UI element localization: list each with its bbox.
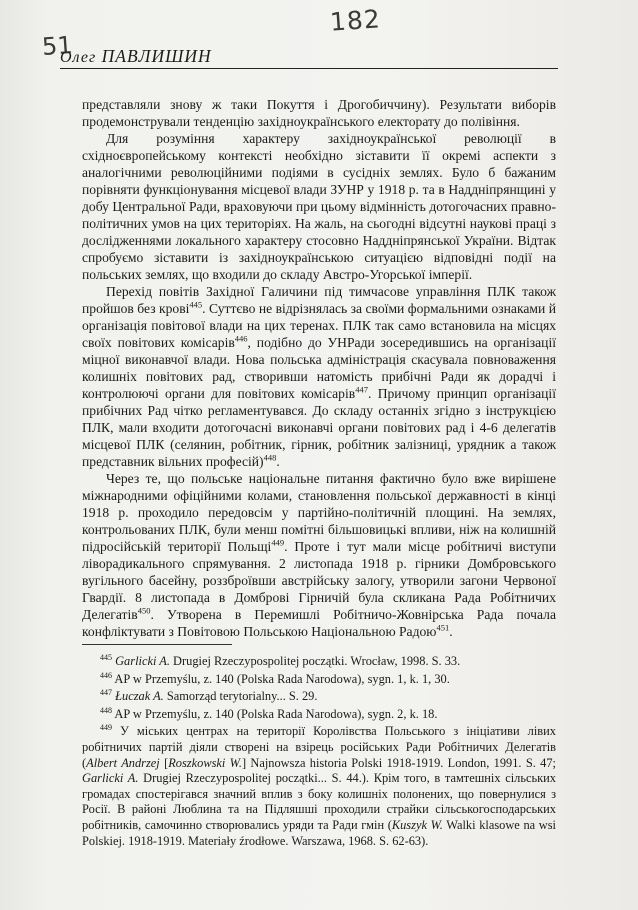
footnote-text: Drugiej Rzeczypospolitej początki. Wrocław, 1998. S. 33. [169,654,461,668]
footnote-text: AP w Przemyślu, z. 140 (Polska Rada Narodowa), sygn. 1, k. 1, 30. [114,671,450,686]
handwritten-margin-number: 51 [41,30,74,62]
paragraph-2: Для розуміння характеру західноукраїнської революції в східноєвропейському контексті необхідно зіставити її окремі аспекти з аналогічними революційними подіями в сусідніх землях. Було б бажаним порівняти функціонування місцевої влади ЗУНР у 1918 р. та в Наддніпрянщині у добу Центральної Ради, враховуючи при цьому відмінність дотогочасних правно-політичних умов на цих територіях. На жаль, на сьогодні відсутні наукові праці з дослідженнями локального характеру стосовно Наддніпрянської України. Відтак спробуємо зіставити із західноукраїнською ситуацією відповідні події на польських землях, що входили до складу Австро-Угорської імперії. [82,131,556,282]
footnote-text: Drugiej Rzeczypospolitej początki... S. 44.). Крім того, в тамтешніх сільських громадах спостерігався значний вплив з боку колишніх полонених, що повернулися з Росії. В районі Люблина та на Підляшші проходили страйки сільськогосподарських робітників, самочинно створювались уряди та Ради гмін ( [82,771,556,832]
footnote-ref: 446 [234,333,248,344]
handwritten-page-number: 182 [329,4,382,37]
paragraph-4 [82,470,556,640]
text-run: . Проте і тут мали місце робітничі виступи ліворадикального спрямування. 2 листопада 1918 р. гірники Домбровського вугільного басейну, роззброївши австрійську залогу, утворили загони Червоної Гвардії. 8 листопада в Домброві Гірничій була скликана Рада Робітничих Делегатів [82,539,556,622]
footnote-ref: 450 [137,605,151,616]
author-first-name: Олег [60,49,97,66]
paragraph-1: представляли знову ж таки Покуття і Дрогобиччину). Результати виборів продемонстрували тенденцію західноукраїнського електорату до полівіння. [82,97,556,129]
footnote-number: 446 [100,670,112,680]
footnote-448 [82,707,556,723]
footnote-number: 448 [100,705,112,715]
header-rule [60,68,558,69]
running-head [60,46,560,67]
footnote-449 [82,724,556,849]
footnote-rule [82,644,232,645]
text-run: . [276,454,280,469]
text-run: . Причому принцип організації прибічних Рад чітко регламентувався. До складу останніх згідно з інструкцією ПЛК, мали входити дотогочасні виконавчі органи повітових рад і 4-6 делегатів місцевої ПЛК (селянин, робітник, гірник, робітник залізниці, урядник а також представник вільних професій) [82,386,556,469]
footnote-text: AP w Przemyślu, z. 140 (Polska Rada Narodowa), sygn. 2, k. 18. [114,706,438,721]
footnote-446 [82,672,556,688]
text-run: . [449,624,453,639]
footnote-ref: 445 [189,299,203,310]
footnote-author: Kuszyk W. [391,817,443,832]
text-run: . Суттєво не відрізнялась за своїми формальними ознаками й організація повітової влади на цих теренах. ПЛК так само встановила на місцях своїх повітових комісарів [82,301,556,350]
main-text [82,96,556,640]
footnote-number: 445 [100,652,112,662]
footnote-text: ] Najnowsza historia Polski 1918-1919. London, 1991. S. 47; [241,755,556,770]
footnote-text: [ [159,755,169,770]
footnote-text: У міських центрах на території Королівства Польського з ініціативи лівих робітничих партій діяли створені на взірець російських Ради Робітничих Делегатів ( [82,724,556,770]
footnote-author: Roszkowski W. [168,755,242,770]
author-surname: ПАВЛИШИН [101,46,212,66]
paragraph-3 [82,283,556,470]
footnote-text: Walki klasowe na wsi Polskiej. 1918-1919. Materiały źrodłowe. Warszawa, 1968. S. 62-63). [82,817,556,848]
text-run: , подібно до УНРади зосередившись на організації міцної виконавчої влади. Нова польська адміністрація скасувала повноваження колишніх повітових рад, створивши натомість прибічні Ради як дорадчі і контролюючі органи для повітових комісарів [82,335,556,401]
footnote-number: 449 [100,723,112,733]
footnote-author: Garlicki A. [115,654,170,668]
text-run: . Утворена в Перемишлі Робітничо-Жовнірська Рада почала конфліктувати з Повітовою Польською Національною Радою [82,607,556,639]
footnote-ref: 447 [355,384,368,395]
text-run: Перехід повітів Західної Галичини під тимчасове управління ПЛК також пройшов без крові [82,284,556,316]
footnote-ref: 448 [263,452,277,463]
footnotes [82,654,556,851]
footnote-445 [82,654,556,670]
footnote-author: Łuczak A. [115,689,164,704]
footnote-447 [82,689,556,705]
footnote-text: Samorząd terytorialny... S. 29. [163,689,318,704]
footnote-author: Albert Andrzej [86,755,160,770]
footnote-number: 447 [100,688,112,698]
text-run: Через те, що польське національне питання фактично було вже вирішене міжнародними офіційними колами, становлення польської державності в кінці 1918 р. проходило передовсім у партійно-політичній площині. На землях, контрольованих ПЛК, були менш помітні більшовицькі впливи, ніж на колишній підросійській території Польщі [82,471,556,554]
footnote-ref: 449 [271,537,285,548]
footnote-ref: 451 [436,622,450,633]
footnote-author: Garlicki A. [82,771,139,786]
